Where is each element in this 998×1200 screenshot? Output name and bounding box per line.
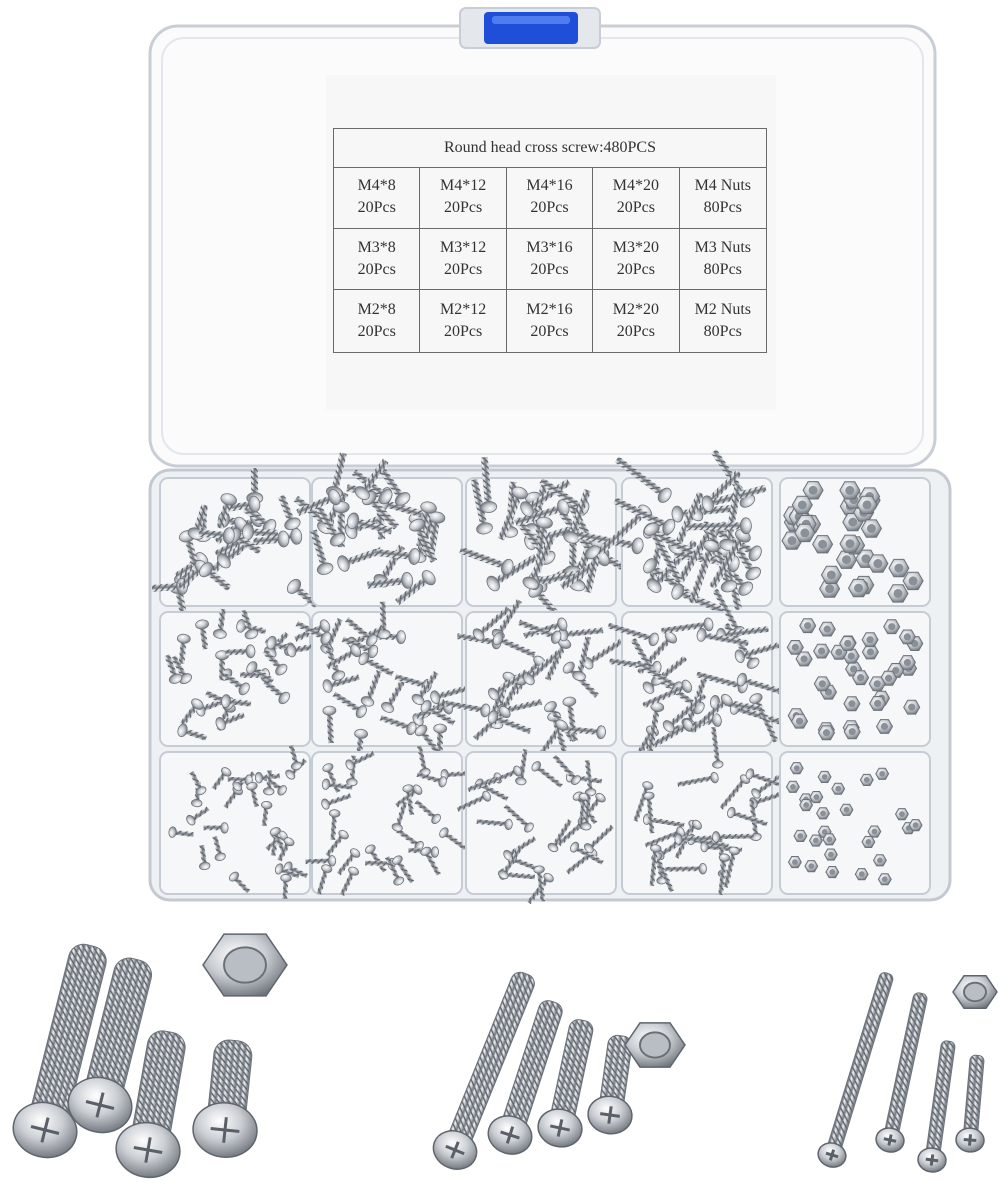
compartment [455, 749, 616, 906]
compartment [160, 744, 310, 899]
label-qty: 20Pcs [357, 260, 396, 278]
label-qty: 20Pcs [443, 260, 483, 278]
label-qty: 20Pcs [530, 199, 569, 217]
label-cell [593, 167, 679, 229]
label-cell [334, 290, 420, 352]
label-cell [507, 290, 593, 352]
compartment [780, 752, 930, 894]
label-qty: 20Pcs [357, 199, 396, 217]
screw-icon [874, 990, 935, 1154]
label-cell [507, 229, 593, 291]
label-cell [334, 167, 420, 229]
compartment [293, 601, 469, 766]
compartment [780, 612, 930, 746]
label-grid [333, 167, 767, 353]
compartment [152, 468, 323, 619]
label-qty: 20Pcs [616, 323, 655, 341]
label-cell [334, 229, 420, 291]
label-size: M4*16 [526, 177, 573, 195]
label-qty: 20Pcs [443, 199, 483, 217]
label-cell [680, 167, 766, 229]
compartment [445, 597, 625, 762]
screw-icon [190, 1037, 266, 1160]
label-cell [420, 167, 506, 229]
label-size: M2*12 [439, 301, 487, 319]
screw-icon [916, 1039, 962, 1174]
label-qty: 20Pcs [616, 260, 655, 278]
compartment [622, 727, 791, 896]
compartment-tray [150, 447, 950, 906]
blue-latch-icon [460, 8, 600, 48]
label-qty: 20Pcs [443, 323, 483, 341]
label-qty: 80Pcs [703, 323, 742, 341]
label-size: M3*8 [357, 238, 396, 256]
label-cell [593, 290, 679, 352]
label-cell [593, 229, 679, 291]
label-qty: 80Pcs [703, 199, 742, 217]
label-qty: 80Pcs [703, 260, 742, 278]
label-qty: 20Pcs [357, 323, 396, 341]
label-size: M2*20 [612, 301, 659, 319]
label-size: M4*20 [612, 177, 659, 195]
label-cell [507, 167, 593, 229]
label-size: M4 Nuts [694, 177, 752, 195]
label-size: M3*20 [612, 238, 659, 256]
label-size: M3*16 [526, 238, 573, 256]
label-qty: 20Pcs [616, 199, 655, 217]
label-size: M3*12 [439, 238, 487, 256]
label-size: M4*12 [439, 177, 487, 195]
loose-screw-samples [7, 934, 997, 1182]
compartment [160, 608, 317, 746]
label-cell [680, 290, 766, 352]
label-size: M4*8 [357, 177, 396, 195]
label-size: M2*16 [526, 301, 573, 319]
label-cell [420, 229, 506, 291]
label-size: M2 Nuts [694, 301, 752, 319]
label-cell [680, 229, 766, 291]
label-size: M3 Nuts [694, 238, 752, 256]
compartment [780, 478, 930, 606]
label-title: Round head cross screw:480PCS [333, 128, 767, 168]
compartment [305, 745, 471, 897]
label-size: M2*8 [357, 301, 396, 319]
label-qty: 20Pcs [530, 260, 569, 278]
screw-icon [955, 1054, 991, 1153]
label-qty: 20Pcs [530, 323, 569, 341]
label-cell [420, 290, 506, 352]
